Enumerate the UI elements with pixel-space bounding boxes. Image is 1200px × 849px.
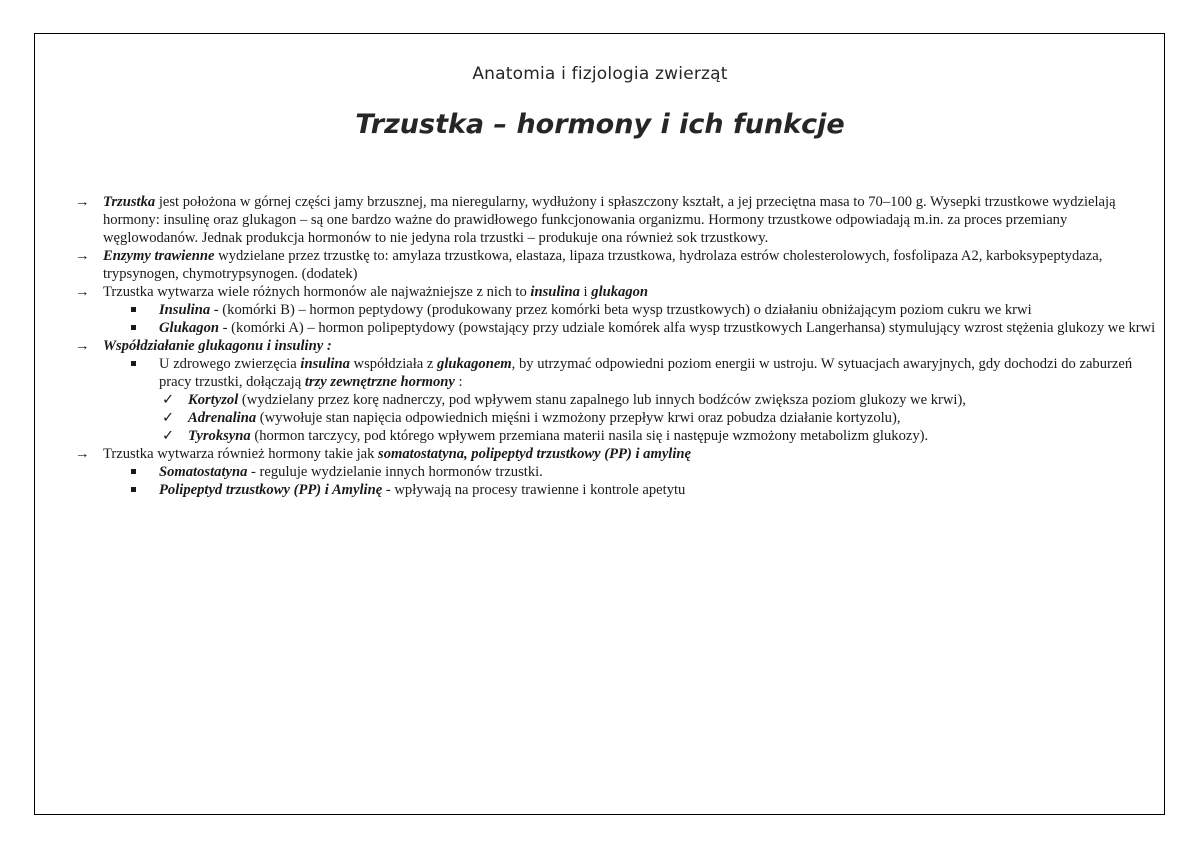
arrow-icon: → <box>75 194 90 210</box>
document-title: Trzustka – hormony i ich funkcje <box>355 109 845 140</box>
item-text: Trzustka wytwarza wiele różnych hormonów ale najważniejsze z nich to <box>103 284 531 300</box>
term-trzy-hormony: trzy zewnętrzne hormony <box>304 374 455 390</box>
arrow-icon: → <box>75 248 90 264</box>
term-tyroksyna: Tyroksyna <box>188 428 251 444</box>
item-text: - (komórki A) – hormon polipeptydowy (powstający przy udziale komórek alfa wysp trzustkowych Langerhansa) stymulujący wzrost stężenia glukozy we krwi <box>219 320 1156 336</box>
item-text: Trzustka wytwarza również hormony takie jak <box>103 446 379 462</box>
square-bullet-icon <box>131 487 136 492</box>
arrow-icon: → <box>75 284 90 300</box>
check-list-item <box>75 391 1160 409</box>
square-bullet-icon <box>131 307 136 312</box>
item-text: , by utrzymać odpowiedni poziom energii w ustroju. W sytuacjach awaryjnych, gdy dochodzi do zaburzeń pracy trzustki, dołączają <box>159 356 1133 390</box>
list-item <box>75 193 1160 247</box>
term-adrenalina: Adrenalina <box>188 410 257 426</box>
item-text: współdziała z <box>349 356 438 372</box>
check-list-item <box>75 409 1160 427</box>
sub-list-item <box>75 463 1160 481</box>
square-bullet-icon <box>131 325 136 330</box>
sub-list-item <box>75 301 1160 319</box>
item-text: - (komórki B) – hormon peptydowy (produkowany przez komórki beta wysp trzustkowych) o działaniu obniżającym poziom cukru we krwi <box>210 302 1032 318</box>
term-insulina: insulina <box>530 284 580 300</box>
list-item <box>75 283 1160 301</box>
sub-list-item <box>75 319 1160 337</box>
term-kortyzol: Kortyzol <box>188 392 239 408</box>
term-enzymy: Enzymy trawienne <box>103 248 215 264</box>
check-icon: ✓ <box>162 410 175 426</box>
item-text: jest położona w górnej części jamy brzusznej, ma nieregularny, wydłużony i spłaszczony kształt, a jej przeciętna masa to 70–100 g. Wysepki trzustkowe wydzielają hormony: insulinę oraz glukagon – są one bardzo ważne do prawidłowego funkcjonowania organizmu. Hormony trzustkowe odpowiadają m.in. za proces przemiany węglowodanów. Jednak produkcja hormonów to nie jedyna rola trzustki – produkuje ona również sok trzustkowy. <box>103 194 1116 246</box>
item-text: - reguluje wydzielanie innych hormonów trzustki. <box>247 464 543 480</box>
term-trzustka: Trzustka <box>103 194 156 210</box>
square-bullet-icon <box>131 361 136 366</box>
item-text: (wydzielany przez korę nadnerczy, pod wpływem stanu zapalnego lub innych bodźców zwiększa poziom glukozy we krwi), <box>238 392 966 408</box>
sub-list-item <box>75 481 1160 499</box>
term-polipeptyd: Polipeptyd trzustkowy (PP) i Amylinę <box>159 482 383 498</box>
item-text: U zdrowego zwierzęcia <box>159 356 301 372</box>
item-text: i <box>579 284 592 300</box>
term-wspoldzialanie: Współdziałanie glukagonu i insuliny : <box>103 338 332 354</box>
term-insulina: Insulina <box>159 302 211 318</box>
list-item <box>75 337 1160 355</box>
item-text: : <box>454 374 463 390</box>
document-subtitle: Anatomia i fizjologia zwierząt <box>472 64 728 84</box>
check-icon: ✓ <box>162 392 175 408</box>
term-somatostatyna: Somatostatyna <box>159 464 248 480</box>
item-text: (wywołuje stan napięcia odpowiednich mięśni i wzmożony przepływ krwi oraz pobudza działanie kortyzolu), <box>256 410 901 426</box>
document-body <box>75 193 1160 499</box>
term-glukagon: Glukagon <box>159 320 220 336</box>
arrow-icon: → <box>75 446 90 462</box>
term-insulina: insulina <box>300 356 350 372</box>
term-inne-hormony: somatostatyna, polipeptyd trzustkowy (PP) i amylinę <box>378 446 691 462</box>
check-list-item <box>75 427 1160 445</box>
item-text: (hormon tarczycy, pod którego wpływem przemiana materii nasila się i następuje wzmożony metabolizm glukozy). <box>250 428 929 444</box>
sub-list-item <box>75 355 1160 391</box>
arrow-icon: → <box>75 338 90 354</box>
list-item <box>75 247 1160 283</box>
list-item <box>75 445 1160 463</box>
item-text: wydzielane przez trzustkę to: amylaza trzustkowa, elastaza, lipaza trzustkowa, hydrolaza estrów cholesterolowych, fosfolipaza A2, karboksypeptydaza, trypsynogen, chymotrypsynogen. (dodatek) <box>103 248 1103 282</box>
square-bullet-icon <box>131 469 136 474</box>
term-glukagonem: glukagonem <box>437 356 512 372</box>
item-text: - wpływają na procesy trawienne i kontrole apetytu <box>382 482 686 498</box>
term-glukagon: glukagon <box>591 284 649 300</box>
check-icon: ✓ <box>162 428 175 444</box>
